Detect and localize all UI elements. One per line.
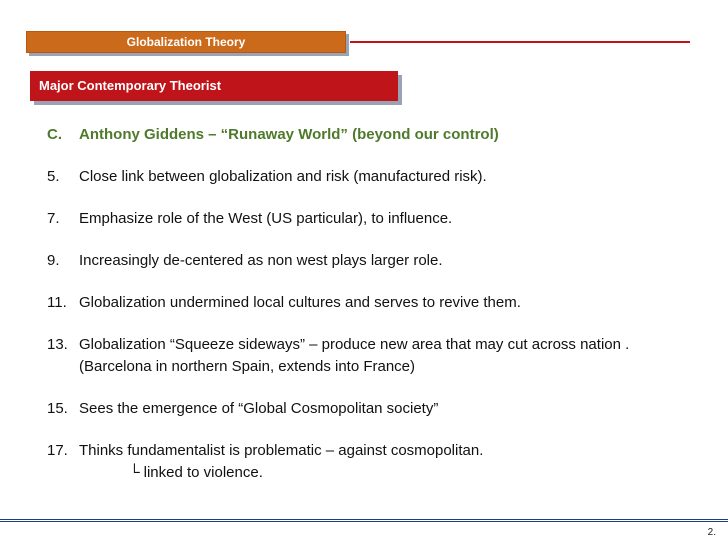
list-item [47, 334, 687, 378]
list-item-number: 13. [47, 336, 68, 353]
list-item [47, 166, 687, 188]
footer-rule [0, 519, 728, 520]
list-item [47, 398, 687, 420]
slide-header-bar [26, 31, 346, 53]
list-item-number: 5. [47, 168, 60, 185]
list-item [47, 208, 687, 230]
slide-header-title: Globalization Theory [126, 35, 246, 49]
slide-content [47, 124, 687, 484]
list-item-text: Close link between globalization and risk (manufactured risk). [79, 168, 487, 185]
list-item-text: Globalization “Squeeze sideways” – produce new area that may cut across nation . (Barcelona in northern Spain, extends into France) [79, 336, 630, 375]
list-item-number: 11. [47, 294, 67, 311]
list-item-heading [47, 124, 687, 146]
list-item-number: 15. [47, 400, 68, 417]
page-number: 2. [707, 527, 716, 538]
list-item-text: Globalization undermined local cultures and serves to revive them. [79, 294, 521, 311]
list-item-text: Thinks fundamentalist is problematic – against cosmopolitan. [79, 442, 484, 459]
list-item [47, 292, 687, 314]
list-item-subnote [79, 462, 687, 484]
corner-arrow-icon: └ [129, 464, 140, 481]
section-title: Major Contemporary Theorist [39, 78, 222, 93]
list-item-number: 9. [47, 252, 60, 269]
list-item-number: 17. [47, 442, 68, 459]
list-item-text: Increasingly de-centered as non west plays larger role. [79, 252, 443, 269]
list-item-text: Emphasize role of the West (US particular), to influence. [79, 210, 453, 227]
header-rule [350, 41, 690, 43]
subnote-text: linked to violence. [143, 464, 263, 481]
list-item-text: Anthony Giddens – “Runaway World” (beyond our control) [79, 126, 499, 143]
list-item [47, 440, 687, 484]
list-item-number: 7. [47, 210, 60, 227]
section-title-bar [30, 71, 398, 101]
list-item-text: Sees the emergence of “Global Cosmopolitan society” [79, 400, 439, 417]
list-item-number: C. [47, 126, 62, 143]
list-item [47, 250, 687, 272]
